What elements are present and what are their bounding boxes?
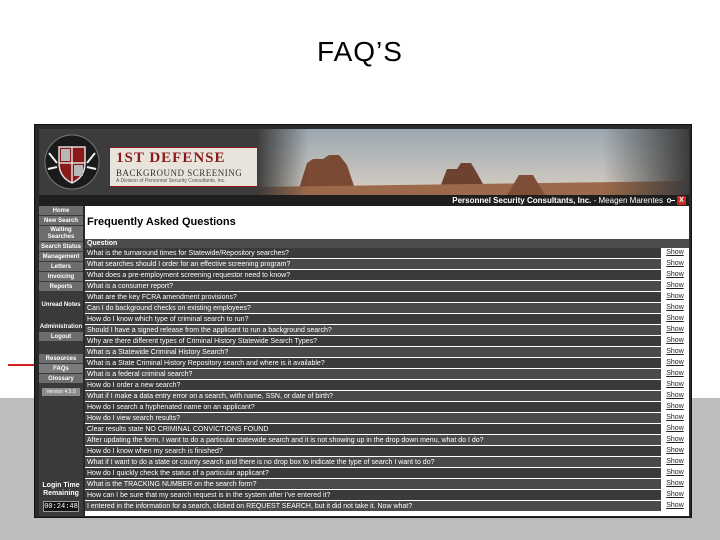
brand-sub: BACKGROUND SCREENING [116,168,243,178]
faq-question: What is the turnaround times for Statewide/Repository searches? [87,250,289,257]
show-answer-link[interactable]: Show [661,358,689,368]
faq-question: How do I know which type of criminal search to run? [87,316,249,323]
sidebar-item-faqs[interactable]: FAQs [39,364,83,374]
show-answer-link[interactable]: Show [661,413,689,423]
show-answer-link[interactable]: Show [661,457,689,467]
table-row [85,347,689,358]
page-title: Frequently Asked Questions [87,216,236,228]
table-row [85,358,689,369]
shield-logo-icon [43,133,101,191]
show-answer-link[interactable]: Show [661,303,689,313]
brand-main: 1ST DEFENSE [116,150,226,166]
table-row [85,391,689,402]
table-row [85,336,689,347]
show-answer-link[interactable]: Show [661,435,689,445]
table-row [85,501,689,512]
faq-question: What is the TRACKING NUMBER on the search form? [87,481,257,488]
faq-question: Why are there different types of Criminal History Statewide Search Types? [87,338,318,345]
table-row [85,281,689,292]
app-screenshot [34,124,692,518]
show-answer-link[interactable]: Show [661,314,689,324]
show-answer-link[interactable]: Show [661,380,689,390]
show-answer-link[interactable]: Show [661,490,689,500]
show-answer-link[interactable]: Show [661,336,689,346]
faq-question: What searches should I order for an effective screening program? [87,261,291,268]
faq-question: What if I want to do a state or county search and there is no drop box to indicate the type of search I want to do? [87,459,435,466]
faq-question: What is a Statewide Criminal History Search? [87,349,229,356]
desert-banner-image [257,129,689,195]
user-separator: - [591,196,599,205]
version-badge: Version 4.5.0 [42,388,80,396]
sidebar-item-waiting-searches[interactable]: Waiting Searches [39,226,83,242]
sidebar-item-management[interactable]: Management [39,252,83,262]
show-answer-link[interactable]: Show [661,446,689,456]
table-row [85,248,689,259]
sidebar-item-administration[interactable]: Administration [39,324,83,330]
table-row [85,259,689,270]
sidebar-item-unread-notes[interactable]: Unread Notes [39,300,83,310]
faq-question: How do I view search results? [87,415,180,422]
sidebar-item-new-search[interactable]: New Search [39,216,83,226]
faq-question: What are the key FCRA amendment provisions? [87,294,237,301]
table-row [85,446,689,457]
table-row [85,413,689,424]
table-row [85,468,689,479]
sidebar-item-reports[interactable]: Reports [39,282,83,292]
faq-question: What does a pre-employment screening requestor need to know? [87,272,291,279]
show-answer-link[interactable]: Show [661,259,689,269]
sidebar-item-invoicing[interactable]: Invoicing [39,272,83,282]
faq-question: What if I make a data entry error on a search, with name, SSN, or date of birth? [87,393,333,400]
sidebar-spacer [39,292,83,300]
table-row [85,457,689,468]
show-answer-link[interactable]: Show [661,468,689,478]
faq-table [85,239,689,512]
show-answer-link[interactable]: Show [661,325,689,335]
sidebar-spacer [39,384,83,386]
table-row [85,402,689,413]
faq-question: After updating the form, I want to do a particular statewide search and it is not showing up in the drop down menu, what do I do? [87,437,484,444]
table-row [85,292,689,303]
show-answer-link[interactable]: Show [661,292,689,302]
show-answer-link[interactable]: Show [661,347,689,357]
sidebar-spacer [39,342,83,354]
close-button[interactable]: X [677,196,686,205]
faq-question: How do I search a hyphenated name on an applicant? [87,404,255,411]
table-row [85,380,689,391]
user-name: Meagen Marentes [598,196,663,205]
show-answer-link[interactable]: Show [661,391,689,401]
user-info [452,196,663,205]
show-answer-link[interactable]: Show [661,501,689,511]
table-header-question: Question [85,239,689,248]
faq-question: What is a consumer report? [87,283,173,290]
company-name: Personnel Security Consultants, Inc. [452,196,592,205]
faq-question: Can I do background checks on existing employees? [87,305,251,312]
table-row [85,314,689,325]
show-answer-link[interactable]: Show [661,281,689,291]
table-row [85,369,689,380]
brand-logo [109,147,269,187]
faq-question: How do I quickly check the status of a particular applicant? [87,470,269,477]
main-content [85,206,689,516]
table-row [85,424,689,435]
sidebar-spacer [39,310,83,322]
sidebar-item-logout[interactable]: Logout [39,332,83,342]
faq-question: How can I be sure that my search request is in the system after I've entered it? [87,492,331,499]
show-answer-link[interactable]: Show [661,479,689,489]
sidebar-item-resources[interactable]: Resources [39,354,83,364]
key-icon[interactable] [667,197,675,204]
app-banner [39,129,689,195]
show-answer-link[interactable]: Show [661,402,689,412]
faq-question: Should I have a signed release from the applicant to run a background search? [87,327,332,334]
faq-rows [85,248,689,512]
table-row [85,435,689,446]
show-answer-link[interactable]: Show [661,424,689,434]
session-timer: 00:24:48 [44,503,78,511]
faq-question: I entered in the information for a search, clicked on REQUEST SEARCH, but it did not take it. Now what? [87,503,413,510]
sidebar-item-home[interactable]: Home [39,206,83,216]
table-row [85,270,689,281]
faq-question: How do I order a new search? [87,382,181,389]
login-time-label: Login Time Remaining [42,482,80,497]
table-row [85,325,689,336]
brand-tagline: A Division of Personnel Security Consultants, Inc. [116,178,226,184]
show-answer-link[interactable]: Show [661,369,689,379]
faq-question: How do I know when my search is finished? [87,448,223,455]
sidebar-item-search-status[interactable]: Search Status [40,244,82,250]
faq-question: Clear results state NO CRIMINAL CONVICTIONS FOUND [87,426,269,433]
sidebar-item-glossary[interactable]: Glossary [39,374,83,384]
sidebar [39,206,83,516]
table-row [85,479,689,490]
show-answer-link[interactable]: Show [661,248,689,258]
table-row [85,303,689,314]
slide-title: FAQ’S [317,36,403,67]
user-bar [39,195,689,206]
show-answer-link[interactable]: Show [661,270,689,280]
sidebar-item-letters[interactable]: Letters [39,262,83,272]
faq-question: What is a federal criminal search? [87,371,193,378]
table-row [85,490,689,501]
faq-question: What is a State Criminal History Repository search and where is it available? [87,360,325,367]
